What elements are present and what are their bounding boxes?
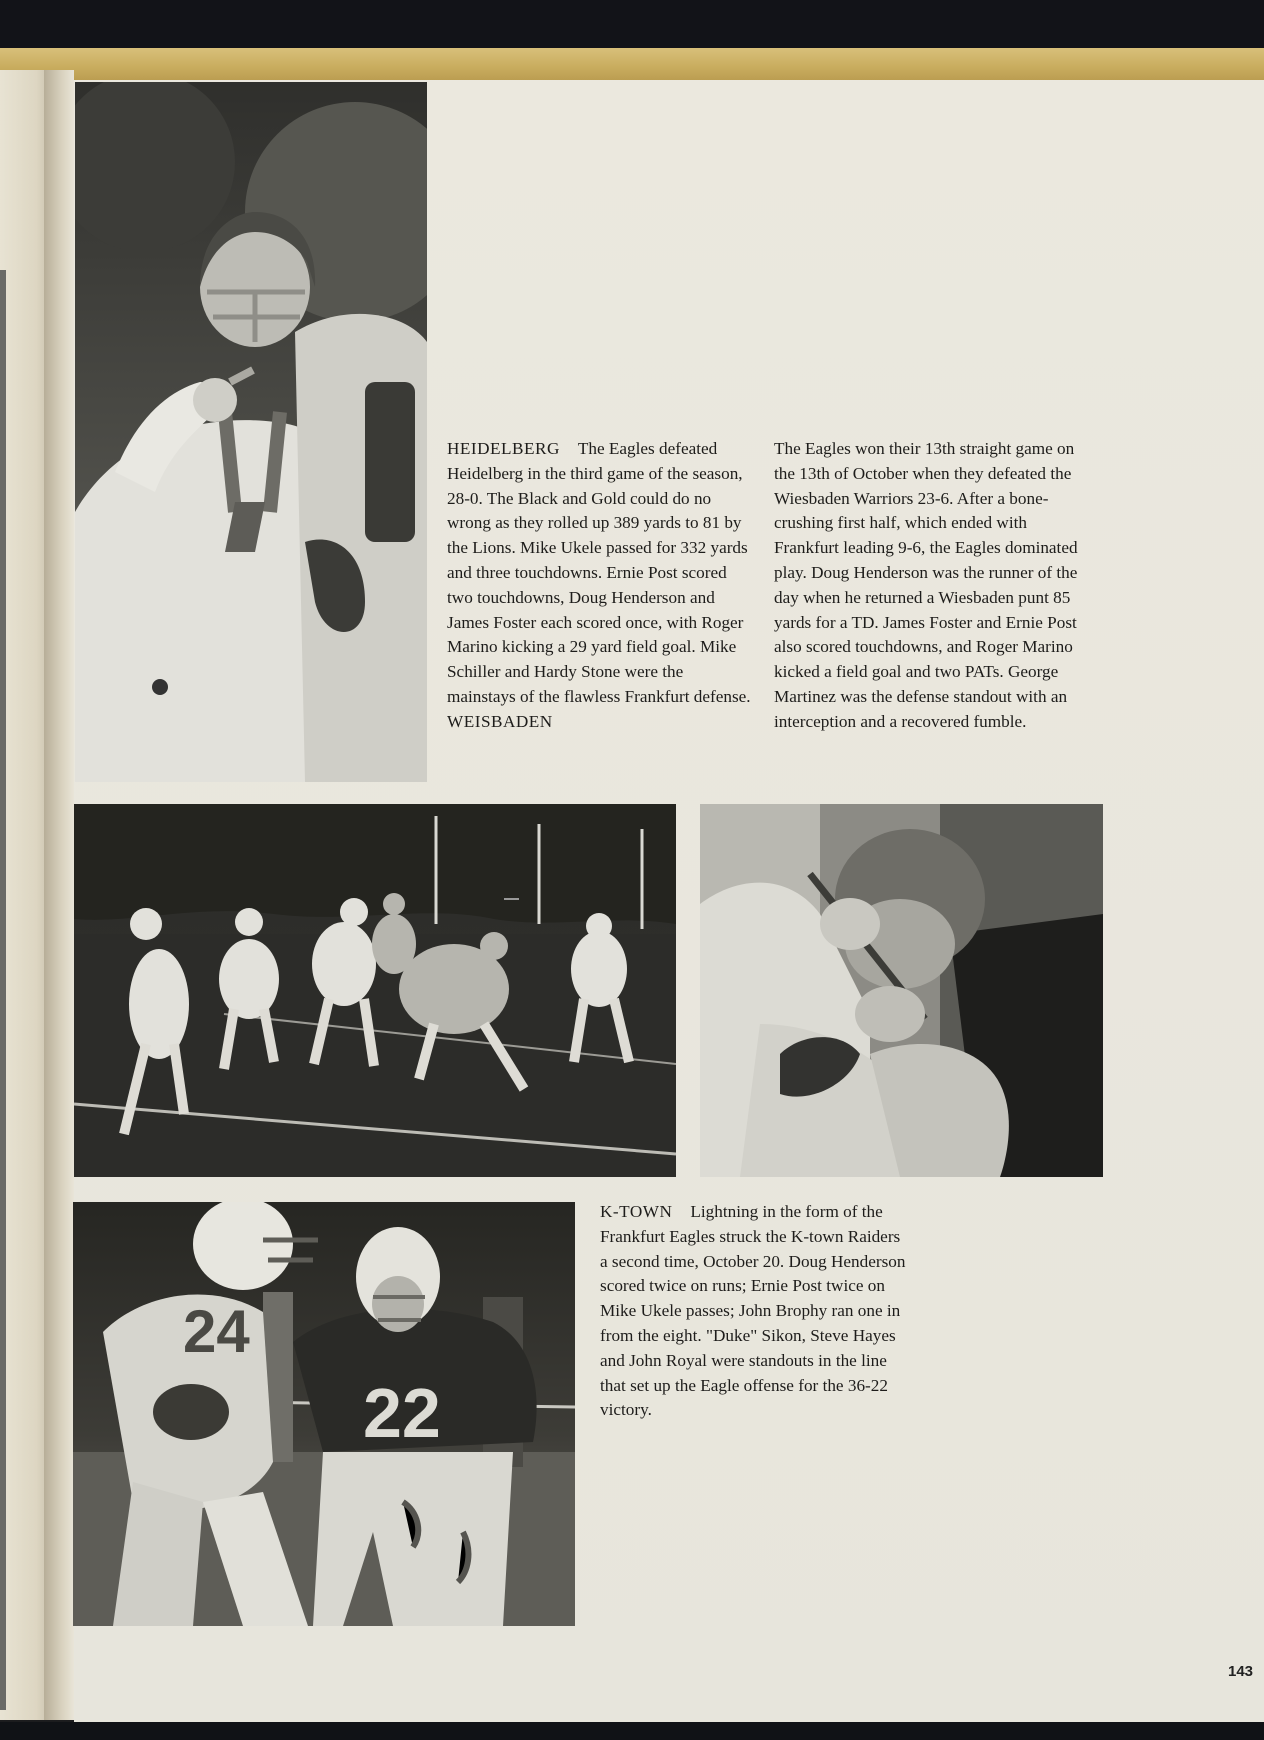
scan-bottom-edge	[0, 1722, 1264, 1740]
svg-text:22: 22	[363, 1374, 441, 1452]
article-body: The Eagles defeated Heidelberg in the third game of the season, 28-0. The Black and Gold could do no wrong as they rolled up 389 yards to 81 by the Lions. Mike Ukele passed for 332 yards and three touchdowns. Ernie Post scored two touchdowns, Doug Henderson and James Foster each scored once, with Roger Marino kicking a 29 yard field goal. Mike Schiller and Hardy Stone were the mainstays of the flawless Frankfurt defense.	[447, 439, 751, 706]
article-body: The Eagles won their 13th straight game on the 13th of October when they defeated the Wiesbaden Warriors 23-6. After a bone-crushing first half, which ended with Frankfurt leading 9-6, the Eagles dominated play. Doug Henderson was the runner of the day when he returned a Wiesbaden punt 85 yards for a TD. James Foster and Ernie Post also scored touchdowns, and Roger Marino kicked a field goal and two PATs. George Martinez was the defense standout with an interception and a recovered fumble.	[774, 439, 1078, 731]
article-heading: HEIDELBERG	[447, 439, 560, 458]
scan-top-edge	[0, 0, 1264, 48]
book-gutter	[44, 70, 74, 1720]
article-body: Lightning in the form of the Frankfurt Eagles struck the K-town Raiders a second time, October 20. Doug Henderson scored twice on runs; Ernie Post twice on Mike Ukele passes; John Brophy ran one in from the eight. "Duke" Sikon, Steve Hayes and John Royal were standouts in the line that set up the Eagle offense for the 36-22 victory.	[600, 1202, 906, 1420]
svg-text:24: 24	[183, 1298, 250, 1365]
article-heading: K-TOWN	[600, 1202, 673, 1221]
photo-running-back	[73, 1202, 575, 1626]
photo-player-bench	[700, 804, 1103, 1177]
article-heading: WEISBADEN	[447, 711, 553, 731]
article-heidelberg	[447, 437, 753, 735]
article-weisbaden	[774, 437, 1084, 735]
previous-page-photo-edge	[0, 270, 6, 1710]
photo-player-pointing	[75, 82, 427, 782]
photo-game-field	[74, 804, 676, 1177]
page-number: 143	[1228, 1663, 1254, 1680]
article-k-town	[600, 1200, 912, 1423]
binding-tape	[0, 48, 1264, 82]
